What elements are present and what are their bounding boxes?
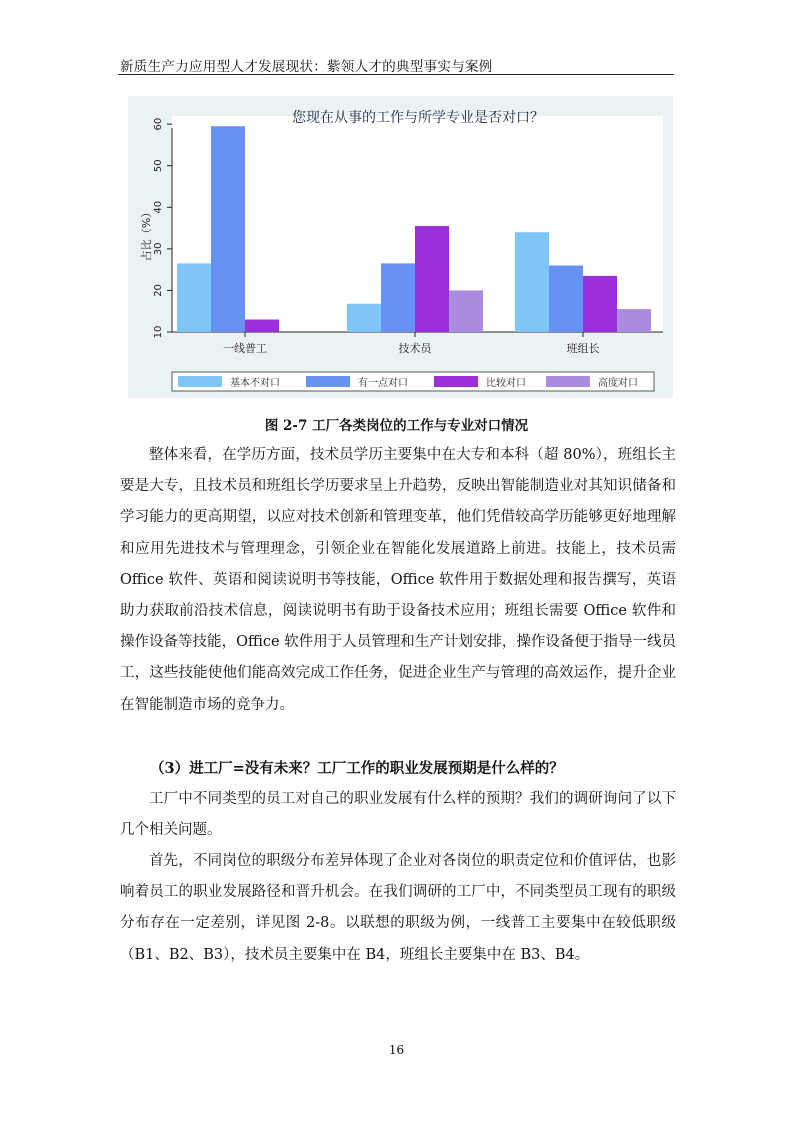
bar xyxy=(177,263,211,332)
bar xyxy=(549,265,583,332)
y-tick-label: 50 xyxy=(153,159,164,173)
header-rule xyxy=(118,74,674,75)
x-tick-label: 技术员 xyxy=(398,342,432,355)
figure-caption: 图 2-7 工厂各类岗位的工作与专业对口情况 xyxy=(264,418,529,434)
bar xyxy=(617,309,651,332)
x-tick-label: 一线普工 xyxy=(223,342,267,355)
bar xyxy=(415,226,449,332)
section-heading: （3）进工厂=没有未来？工厂工作的职业发展预期是什么样的？ xyxy=(150,760,564,777)
bar xyxy=(245,320,279,332)
paragraph-1: 整体来看，在学历方面，技术员学历主要集中在大专和本科（超 80%），班组长主要是大专，且技术员和班组长学历要求呈上升趋势，反映出智能制造业对其知识储备和学习能力的更高期望，以应对技术创新和管理变革，他们凭借较高学历能够更好地理解和应用先进技术与管理理念，引领企业在智能化发展道路上前进。技能上，技术员需 Office 软件、英语和阅读说明书等技能，Office 软件用于数据处理和报告撰写，英语助力获取前沿技术信息，阅读说明书有助于设备技术应用；班组长需要 Office 软件和操作设备等技能，Office 软件用于人员管理和生产计划安排，操作设备便于指导一线员工，这些技能使他们能高效完成工作任务，促进企业生产与管理的高效运作，提升企业在智能制造市场的竞争力。 xyxy=(120,447,676,713)
chart-svg xyxy=(128,96,673,398)
y-tick-label: 10 xyxy=(153,325,164,339)
bar xyxy=(381,263,415,332)
y-tick-label: 40 xyxy=(153,200,164,214)
paragraph-2: 工厂中不同类型的员工对自己的职业发展有什么样的预期？我们的调研询问了以下几个相关问题。 xyxy=(120,791,676,839)
bar xyxy=(347,304,381,332)
legend-swatch xyxy=(434,376,478,387)
y-tick-label: 60 xyxy=(153,117,164,131)
x-tick-label: 班组长 xyxy=(566,342,600,355)
chart-title: 您现在从事的工作与所学专业是否对口？ xyxy=(292,110,544,126)
y-axis-label: 占比（%） xyxy=(140,206,153,262)
bar xyxy=(583,276,617,332)
legend-swatch xyxy=(178,376,222,387)
legend-swatch xyxy=(546,376,590,387)
legend-swatch xyxy=(306,376,350,387)
legend-label: 高度对口 xyxy=(598,378,638,389)
y-tick-label: 20 xyxy=(153,284,164,297)
bar xyxy=(449,290,483,332)
bar-chart xyxy=(128,96,673,398)
legend-label: 比较对口 xyxy=(486,378,526,389)
y-tick-label: 30 xyxy=(153,242,164,256)
paragraph-3: 首先，不同岗位的职级分布差异体现了企业对各岗位的职责定位和价值评估，也影响着员工的职业发展路径和晋升机会。在我们调研的工厂中，不同类型员工现有的职级分布存在一定差别，详见图 2-8。以联想的职级为例，一线普工主要集中在较低职级（B1、B2、B3），技术员主要集中在 B4，班组长主要集中在 B3、B4。 xyxy=(120,853,676,963)
legend-label: 基本不对口 xyxy=(230,378,280,389)
bar xyxy=(211,126,245,332)
legend-label: 有一点对口 xyxy=(358,378,408,389)
bar xyxy=(515,232,549,332)
running-header: 新质生产力应用型人才发展现状：紫领人才的典型事实与案例 xyxy=(120,59,493,75)
page-number: 16 xyxy=(388,1043,405,1057)
